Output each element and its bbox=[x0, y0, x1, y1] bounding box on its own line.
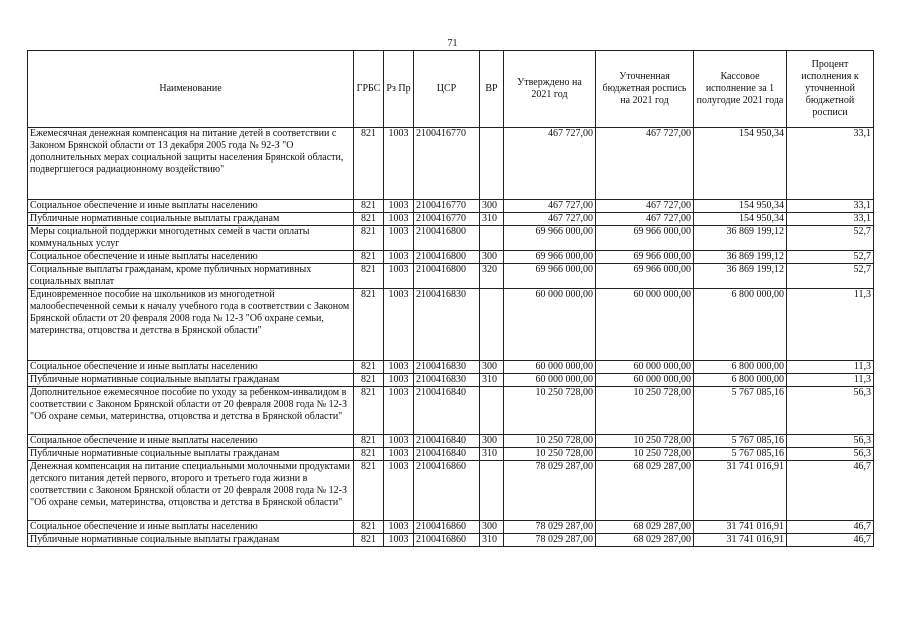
row-approved: 69 966 000,00 bbox=[504, 251, 596, 264]
row-refined: 467 727,00 bbox=[596, 200, 694, 213]
row-refined: 10 250 728,00 bbox=[596, 387, 694, 435]
col-header-csr: ЦСР bbox=[414, 51, 480, 128]
table-row bbox=[28, 200, 874, 213]
row-cash: 31 741 016,91 bbox=[694, 534, 787, 547]
table-row bbox=[28, 534, 874, 547]
row-csr: 2100416840 bbox=[414, 448, 480, 461]
row-approved: 60 000 000,00 bbox=[504, 361, 596, 374]
row-name: Социальное обеспечение и иные выплаты населению bbox=[28, 200, 354, 213]
table-row bbox=[28, 435, 874, 448]
row-approved: 467 727,00 bbox=[504, 213, 596, 226]
row-csr: 2100416860 bbox=[414, 461, 480, 521]
row-approved: 78 029 287,00 bbox=[504, 521, 596, 534]
row-refined: 69 966 000,00 bbox=[596, 226, 694, 251]
row-csr: 2100416770 bbox=[414, 128, 480, 200]
row-refined: 69 966 000,00 bbox=[596, 251, 694, 264]
row-grbs: 821 bbox=[354, 128, 384, 200]
row-name: Публичные нормативные социальные выплаты гражданам bbox=[28, 374, 354, 387]
row-grbs: 821 bbox=[354, 251, 384, 264]
row-vr: 310 bbox=[480, 448, 504, 461]
table-row bbox=[28, 128, 874, 200]
row-percent: 33,1 bbox=[787, 128, 874, 200]
row-rzpr: 1003 bbox=[384, 226, 414, 251]
row-grbs: 821 bbox=[354, 200, 384, 213]
row-approved: 60 000 000,00 bbox=[504, 289, 596, 361]
row-approved: 10 250 728,00 bbox=[504, 387, 596, 435]
row-refined: 60 000 000,00 bbox=[596, 289, 694, 361]
table-row bbox=[28, 289, 874, 361]
row-rzpr: 1003 bbox=[384, 534, 414, 547]
row-rzpr: 1003 bbox=[384, 128, 414, 200]
row-cash: 36 869 199,12 bbox=[694, 226, 787, 251]
row-csr: 2100416860 bbox=[414, 534, 480, 547]
table-row bbox=[28, 361, 874, 374]
row-name: Социальные выплаты гражданам, кроме публичных нормативных социальных выплат bbox=[28, 264, 354, 289]
row-percent: 11,3 bbox=[787, 374, 874, 387]
row-approved: 467 727,00 bbox=[504, 128, 596, 200]
row-rzpr: 1003 bbox=[384, 374, 414, 387]
row-csr: 2100416830 bbox=[414, 361, 480, 374]
col-header-grbs: ГРБС bbox=[354, 51, 384, 128]
page-number: 71 bbox=[447, 38, 458, 49]
row-rzpr: 1003 bbox=[384, 461, 414, 521]
row-name: Публичные нормативные социальные выплаты гражданам bbox=[28, 534, 354, 547]
row-approved: 69 966 000,00 bbox=[504, 226, 596, 251]
row-name: Меры социальной поддержки многодетных семей в части оплаты коммунальных услуг bbox=[28, 226, 354, 251]
row-cash: 36 869 199,12 bbox=[694, 264, 787, 289]
row-percent: 56,3 bbox=[787, 435, 874, 448]
row-grbs: 821 bbox=[354, 521, 384, 534]
table-row bbox=[28, 448, 874, 461]
table-row bbox=[28, 251, 874, 264]
row-refined: 60 000 000,00 bbox=[596, 374, 694, 387]
row-cash: 154 950,34 bbox=[694, 128, 787, 200]
row-rzpr: 1003 bbox=[384, 521, 414, 534]
row-percent: 56,3 bbox=[787, 448, 874, 461]
row-rzpr: 1003 bbox=[384, 448, 414, 461]
row-refined: 10 250 728,00 bbox=[596, 448, 694, 461]
row-grbs: 821 bbox=[354, 435, 384, 448]
row-rzpr: 1003 bbox=[384, 251, 414, 264]
budget-table bbox=[27, 50, 874, 547]
row-refined: 60 000 000,00 bbox=[596, 361, 694, 374]
row-csr: 2100416840 bbox=[414, 387, 480, 435]
row-csr: 2100416800 bbox=[414, 264, 480, 289]
col-header-cash: Кассовое исполнение за 1 полугодие 2021 года bbox=[694, 51, 787, 128]
row-grbs: 821 bbox=[354, 226, 384, 251]
row-vr bbox=[480, 461, 504, 521]
row-grbs: 821 bbox=[354, 289, 384, 361]
row-vr: 310 bbox=[480, 374, 504, 387]
row-grbs: 821 bbox=[354, 264, 384, 289]
col-header-rzpr: Рз Пр bbox=[384, 51, 414, 128]
row-grbs: 821 bbox=[354, 374, 384, 387]
row-vr bbox=[480, 226, 504, 251]
row-grbs: 821 bbox=[354, 534, 384, 547]
row-vr: 320 bbox=[480, 264, 504, 289]
row-approved: 60 000 000,00 bbox=[504, 374, 596, 387]
table-row bbox=[28, 387, 874, 435]
row-grbs: 821 bbox=[354, 387, 384, 435]
row-percent: 46,7 bbox=[787, 534, 874, 547]
row-rzpr: 1003 bbox=[384, 387, 414, 435]
table-row bbox=[28, 461, 874, 521]
row-vr: 310 bbox=[480, 213, 504, 226]
table-row bbox=[28, 213, 874, 226]
row-vr: 310 bbox=[480, 534, 504, 547]
row-grbs: 821 bbox=[354, 461, 384, 521]
row-rzpr: 1003 bbox=[384, 213, 414, 226]
row-percent: 52,7 bbox=[787, 251, 874, 264]
row-csr: 2100416830 bbox=[414, 289, 480, 361]
row-vr bbox=[480, 289, 504, 361]
header-row bbox=[28, 51, 874, 128]
row-vr: 300 bbox=[480, 251, 504, 264]
row-percent: 11,3 bbox=[787, 361, 874, 374]
row-refined: 68 029 287,00 bbox=[596, 521, 694, 534]
row-name: Единовременное пособие на школьников из многодетной малообеспеченной семьи к началу учебного года в соответствии с Законом Брянской области от 20 февраля 2008 года № 12-З "Об охране семьи, материнства, отцовства и детства в Брянской области" bbox=[28, 289, 354, 361]
row-percent: 33,1 bbox=[787, 213, 874, 226]
table-row bbox=[28, 374, 874, 387]
row-refined: 10 250 728,00 bbox=[596, 435, 694, 448]
row-percent: 33,1 bbox=[787, 200, 874, 213]
row-refined: 69 966 000,00 bbox=[596, 264, 694, 289]
row-vr: 300 bbox=[480, 521, 504, 534]
row-percent: 56,3 bbox=[787, 387, 874, 435]
row-vr bbox=[480, 387, 504, 435]
col-header-vr: ВР bbox=[480, 51, 504, 128]
row-csr: 2100416800 bbox=[414, 226, 480, 251]
row-grbs: 821 bbox=[354, 448, 384, 461]
row-approved: 78 029 287,00 bbox=[504, 534, 596, 547]
row-cash: 154 950,34 bbox=[694, 200, 787, 213]
col-header-percent: Процент исполнения к уточненной бюджетной росписи bbox=[787, 51, 874, 128]
row-cash: 154 950,34 bbox=[694, 213, 787, 226]
row-rzpr: 1003 bbox=[384, 264, 414, 289]
row-approved: 10 250 728,00 bbox=[504, 448, 596, 461]
row-name: Социальное обеспечение и иные выплаты населению bbox=[28, 435, 354, 448]
row-refined: 68 029 287,00 bbox=[596, 534, 694, 547]
row-csr: 2100416800 bbox=[414, 251, 480, 264]
row-csr: 2100416770 bbox=[414, 213, 480, 226]
row-vr: 300 bbox=[480, 200, 504, 213]
col-header-name: Наименование bbox=[28, 51, 354, 128]
row-cash: 5 767 085,16 bbox=[694, 435, 787, 448]
row-name: Социальное обеспечение и иные выплаты населению bbox=[28, 521, 354, 534]
row-percent: 52,7 bbox=[787, 226, 874, 251]
table-row bbox=[28, 521, 874, 534]
row-percent: 46,7 bbox=[787, 521, 874, 534]
row-cash: 6 800 000,00 bbox=[694, 361, 787, 374]
row-cash: 5 767 085,16 bbox=[694, 387, 787, 435]
row-vr: 300 bbox=[480, 435, 504, 448]
row-name: Денежная компенсация на питание специальными молочными продуктами детского питания детей первого, второго и третьего года жизни в соответствии с Законом Брянской области от 20 февраля 2008 года № 12-З "Об охране семьи, материнства, отцовства и детства в Брянской области" bbox=[28, 461, 354, 521]
row-approved: 10 250 728,00 bbox=[504, 435, 596, 448]
row-rzpr: 1003 bbox=[384, 435, 414, 448]
row-name: Социальное обеспечение и иные выплаты населению bbox=[28, 361, 354, 374]
col-header-approved: Утверждено на 2021 год bbox=[504, 51, 596, 128]
row-refined: 68 029 287,00 bbox=[596, 461, 694, 521]
row-grbs: 821 bbox=[354, 361, 384, 374]
row-cash: 36 869 199,12 bbox=[694, 251, 787, 264]
row-cash: 31 741 016,91 bbox=[694, 461, 787, 521]
row-cash: 6 800 000,00 bbox=[694, 374, 787, 387]
row-name: Социальное обеспечение и иные выплаты населению bbox=[28, 251, 354, 264]
row-vr bbox=[480, 128, 504, 200]
row-approved: 78 029 287,00 bbox=[504, 461, 596, 521]
row-percent: 52,7 bbox=[787, 264, 874, 289]
row-percent: 11,3 bbox=[787, 289, 874, 361]
row-csr: 2100416770 bbox=[414, 200, 480, 213]
col-header-refined: Уточненная бюджетная роспись на 2021 год bbox=[596, 51, 694, 128]
row-grbs: 821 bbox=[354, 213, 384, 226]
row-name: Ежемесячная денежная компенсация на питание детей в соответствии с Законом Брянской области от 13 декабря 2005 года № 92-З "О дополнительных мерах социальной защиты населения Брянской области, подвергшегося радиационному воздействию" bbox=[28, 128, 354, 200]
row-csr: 2100416840 bbox=[414, 435, 480, 448]
row-rzpr: 1003 bbox=[384, 200, 414, 213]
row-refined: 467 727,00 bbox=[596, 213, 694, 226]
row-approved: 69 966 000,00 bbox=[504, 264, 596, 289]
row-refined: 467 727,00 bbox=[596, 128, 694, 200]
row-cash: 6 800 000,00 bbox=[694, 289, 787, 361]
row-rzpr: 1003 bbox=[384, 361, 414, 374]
row-cash: 31 741 016,91 bbox=[694, 521, 787, 534]
row-name: Публичные нормативные социальные выплаты гражданам bbox=[28, 448, 354, 461]
row-name: Дополнительное ежемесячное пособие по уходу за ребенком-инвалидом в соответствии с Законом Брянской области от 20 февраля 2008 года № 12-З "Об охране семьи, материнства, отцовства и детства в Брянской области" bbox=[28, 387, 354, 435]
row-rzpr: 1003 bbox=[384, 289, 414, 361]
row-csr: 2100416830 bbox=[414, 374, 480, 387]
row-name: Публичные нормативные социальные выплаты гражданам bbox=[28, 213, 354, 226]
row-csr: 2100416860 bbox=[414, 521, 480, 534]
row-approved: 467 727,00 bbox=[504, 200, 596, 213]
row-cash: 5 767 085,16 bbox=[694, 448, 787, 461]
table-row bbox=[28, 264, 874, 289]
row-vr: 300 bbox=[480, 361, 504, 374]
table-row bbox=[28, 226, 874, 251]
row-percent: 46,7 bbox=[787, 461, 874, 521]
